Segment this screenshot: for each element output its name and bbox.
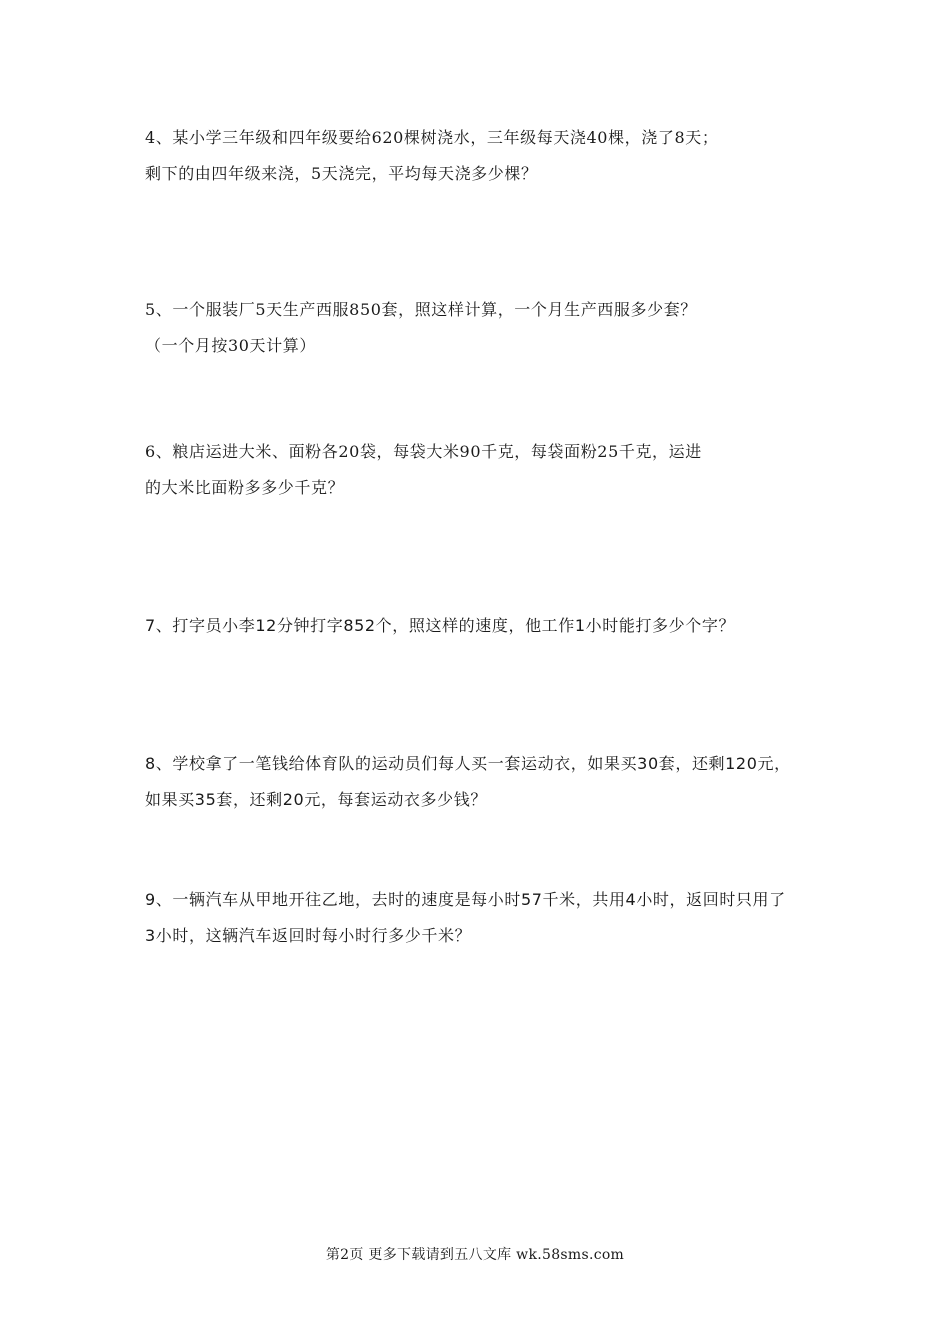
problem-6-line-1: 6、粮店运进大米、面粉各20袋，每袋大米90千克，每袋面粉25千克，运进 [145, 442, 702, 461]
problem-6-line-2: 的大米比面粉多多少千克？ [145, 478, 345, 497]
page-footer: 第2页 更多下载请到五八文库 wk.58sms.com [325, 1247, 625, 1263]
problem-7 [145, 608, 815, 644]
problem-8 [145, 746, 815, 818]
problem-9 [145, 882, 815, 954]
problem-5-line-1: 5、一个服装厂5天生产西服850套，照这样计算，一个月生产西服多少套？ [145, 300, 697, 319]
problem-4-line-2: 剩下的由四年级来浇，5天浇完，平均每天浇多少棵？ [145, 164, 538, 183]
problem-8-line-1: 8、学校拿了一笔钱给体育队的运动员们每人买一套运动衣，如果买30套，还剩120元， [145, 754, 791, 773]
problem-9-line-2: 3小时，这辆汽车返回时每小时行多少千米？ [145, 926, 472, 945]
problem-9-line-1: 9、一辆汽车从甲地开往乙地，去时的速度是每小时57千米，共用4小时，返回时只用了 [145, 890, 786, 909]
problem-8-line-2: 如果买35套，还剩20元，每套运动衣多少钱？ [145, 790, 487, 809]
problem-4-line-1: 4、某小学三年级和四年级要给620棵树浇水，三年级每天浇40棵，浇了8天； [145, 128, 719, 147]
problem-5 [145, 292, 815, 364]
problem-5-line-2: （一个月按30天计算） [145, 336, 316, 355]
problem-4 [145, 120, 815, 192]
problem-6 [145, 434, 815, 506]
problem-7-line-1: 7、打字员小李12分钟打字852个，照这样的速度，他工作1小时能打多少个字？ [145, 616, 736, 635]
